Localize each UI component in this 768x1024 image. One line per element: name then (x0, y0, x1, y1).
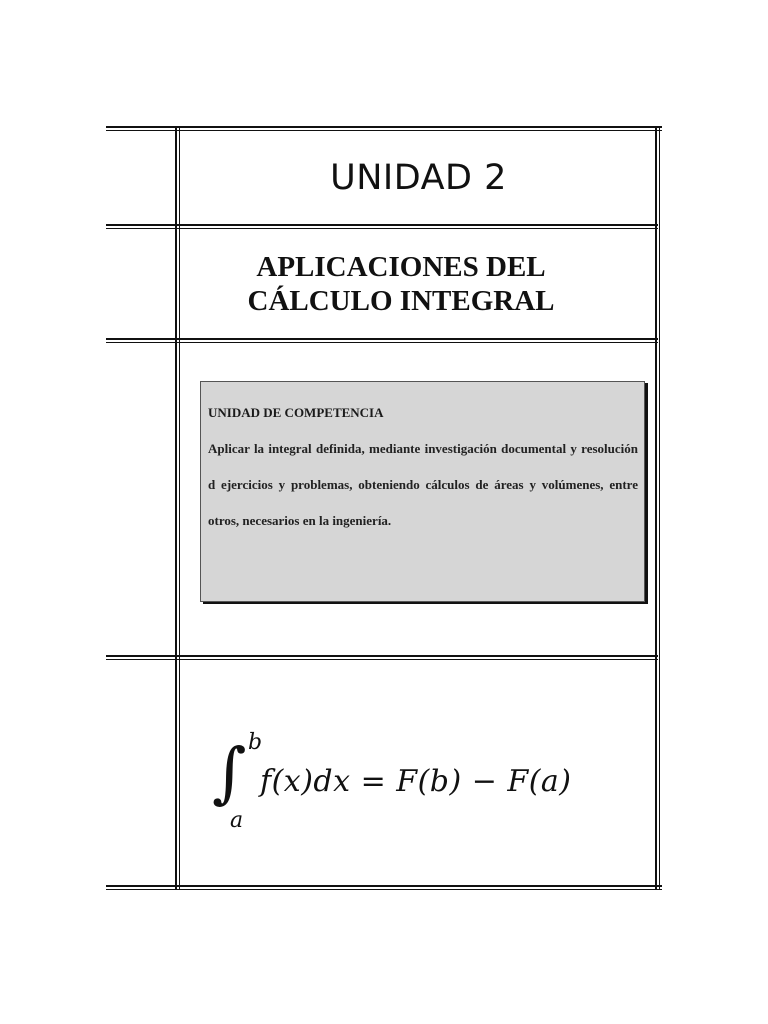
table-rule-right (655, 126, 660, 890)
competency-text: Aplicar la integral definida, mediante investigación documental y resolución d ejercicios y problemas, obteniendo cálculos de áreas y volúmenes, entre otros, necesarios en la ingeniería. (208, 441, 638, 528)
table-rule-1 (106, 224, 658, 229)
competency-box (200, 381, 645, 602)
table-rule-top (106, 126, 662, 131)
fundamental-theorem-formula (208, 730, 638, 840)
lower-limit: a (230, 808, 244, 833)
formula-expression: f(x)dx = F(b) − F(a) (260, 764, 572, 799)
subject-title-line-2: CÁLCULO INTEGRAL (247, 285, 555, 317)
unit-title: UNIDAD 2 (330, 158, 507, 198)
competency-heading: UNIDAD DE COMPETENCIA (208, 405, 384, 420)
subject-title-line-1: APLICACIONES DEL (256, 251, 546, 283)
table-rule-2 (106, 338, 658, 343)
upper-limit: b (248, 730, 263, 755)
table-rule-3 (106, 655, 658, 660)
table-rule-bottom (106, 885, 662, 890)
subject-title (181, 250, 621, 318)
integral-sign: ∫ (212, 734, 247, 811)
table-rule-left-column (175, 126, 180, 890)
